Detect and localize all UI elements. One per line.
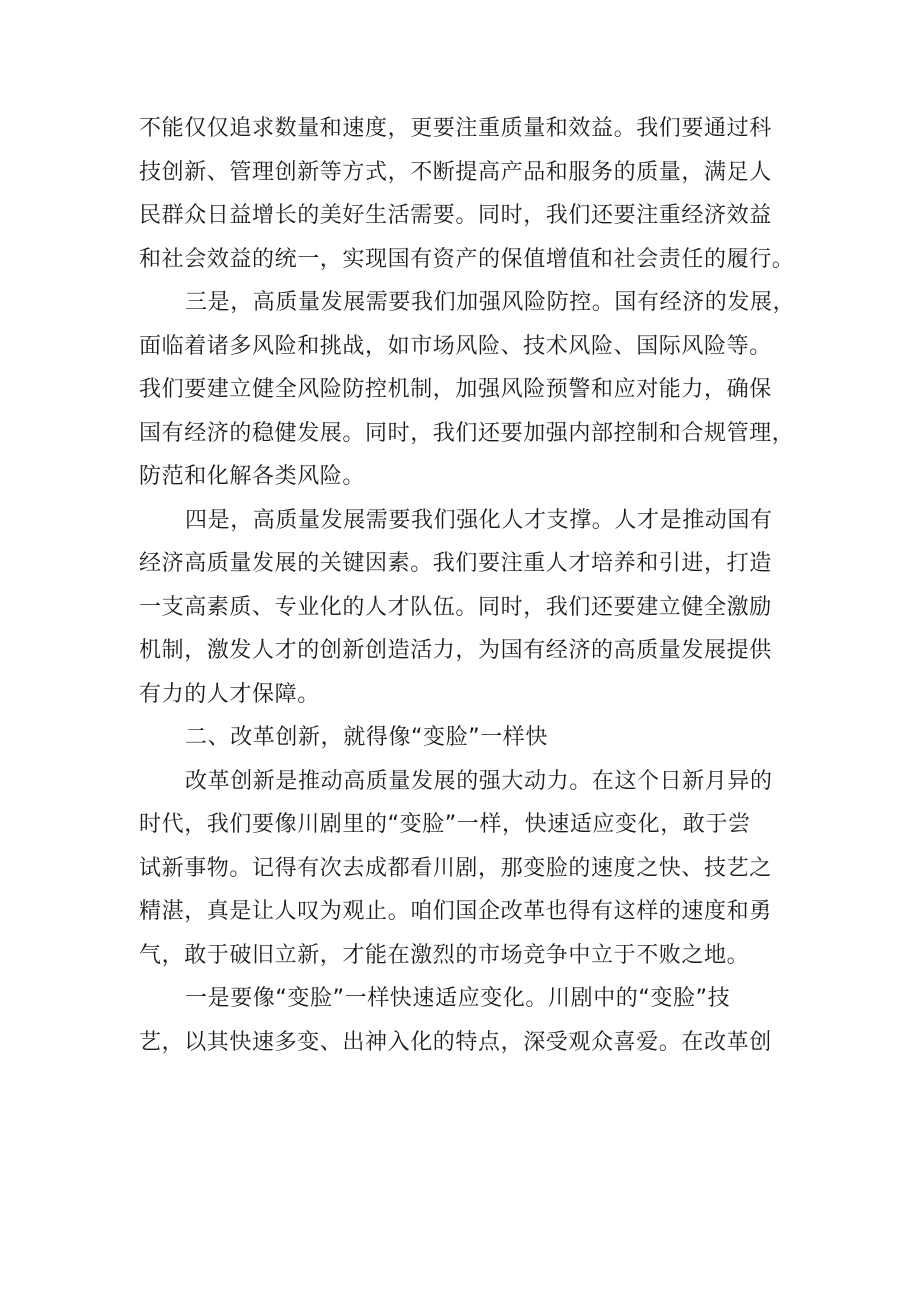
text-line: 经济高质量发展的关键因素。我们要注重人才培养和引进，打造 (139, 551, 772, 576)
document-body (139, 107, 819, 1064)
paragraph-start-line: 四是，高质量发展需要我们强化人才支撑。人才是推动国有 (185, 507, 773, 533)
text-line: 民群众日益增长的美好生活需要。同时，我们还要注重经济效益 (139, 203, 772, 228)
text-line: 不能仅仅追求数量和速度，更要注重质量和效益。我们要通过科 (139, 116, 772, 141)
text-line: 和社会效益的统一，实现国有资产的保值增值和社会责任的履行。 (139, 246, 795, 272)
text-line: 气，敢于破旧立新，才能在激烈的市场竞争中立于不败之地。 (139, 942, 750, 968)
text-line: 精湛，真是让人叹为观止。咱们国企改革也得有这样的速度和勇 (139, 899, 772, 924)
text-line: 机制，激发人才的创新创造活力，为国有经济的高质量发展提供 (139, 638, 772, 663)
text-line: 有力的人才保障。 (139, 681, 320, 707)
text-line: 防范和化解各类风险。 (139, 464, 366, 489)
section-heading: 二、改革创新，就得像“变脸”一样快 (185, 725, 548, 750)
text-line: 我们要建立健全风险防控机制，加强风险预警和应对能力，确保 (139, 377, 772, 402)
text-line: 面临着诸多风险和挑战，如市场风险、技术风险、国际风险等。 (139, 333, 772, 359)
paragraph-start-line: 一是要像“变脸”一样快速适应变化。川剧中的“变脸”技 (185, 986, 731, 1011)
text-line: 艺，以其快速多变、出神入化的特点，深受观众喜爱。在改革创 (139, 1029, 772, 1055)
paragraph-start-line: 改革创新是推动高质量发展的强大动力。在这个日新月异的 (185, 768, 773, 794)
text-line: 试新事物。记得有次去成都看川剧，那变脸的速度之快、技艺之 (139, 855, 772, 881)
text-line: 国有经济的稳健发展。同时，我们还要加强内部控制和合规管理， (139, 420, 795, 446)
text-line: 技创新、管理创新等方式，不断提高产品和服务的质量，满足人 (139, 159, 772, 185)
text-line: 一支高素质、专业化的人才队伍。同时，我们还要建立健全激励 (139, 594, 772, 620)
paragraph-start-line: 三是，高质量发展需要我们加强风险防控。国有经济的发展， (185, 290, 796, 315)
text-line: 时代，我们要像川剧里的“变脸”一样，快速适应变化，敢于尝 (139, 812, 751, 837)
